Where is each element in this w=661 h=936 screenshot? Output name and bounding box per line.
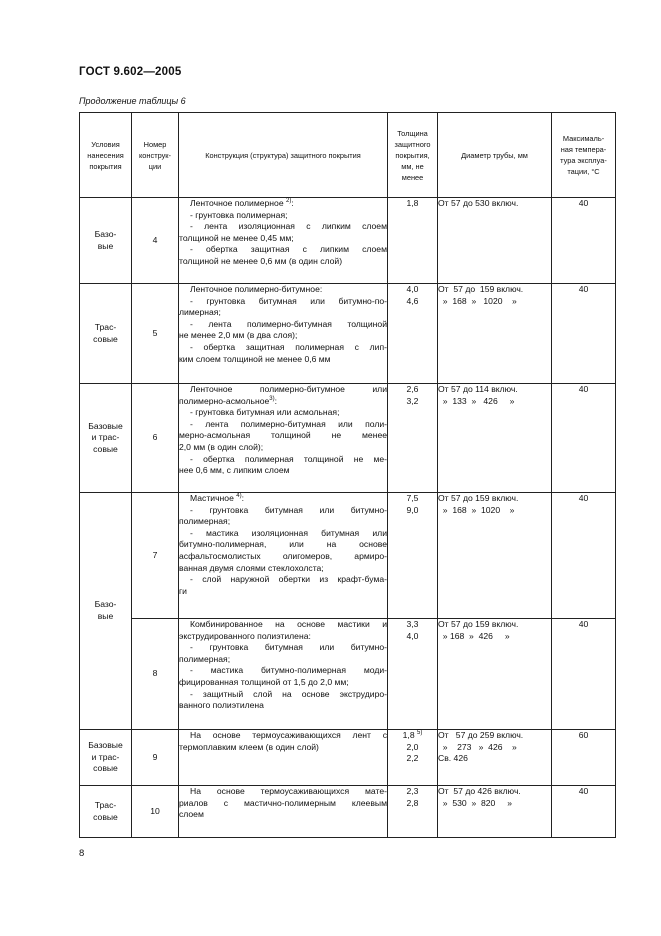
construction-line: нее 0,6 мм, с липким слоем [179, 465, 290, 476]
header-number [132, 113, 179, 198]
page-number: 8 [79, 848, 85, 859]
construction-line: лимерная; [179, 307, 221, 318]
header-line: покрытия [89, 161, 122, 171]
construction-description-cell [179, 284, 388, 384]
construction-line: ги [179, 585, 187, 596]
page-header: ГОСТ 9.602—2005 [79, 66, 182, 78]
pipe-diameter-cell [438, 284, 552, 384]
thickness-value: 2,0 [406, 741, 419, 752]
thickness-value: 3,3 [406, 619, 419, 629]
condition-line: Трас- [94, 321, 117, 332]
construction-number-cell: 8 [132, 619, 179, 730]
diameter-line: От 57 до 259 включ. [438, 730, 524, 740]
construction-line: асфальтосмолистых олигомеров, армиро- [179, 550, 387, 561]
condition-line: вые [97, 611, 114, 621]
application-condition-cell [80, 730, 132, 786]
construction-line: толщиной не менее 0,45 мм; [179, 232, 294, 243]
table-row [80, 786, 616, 838]
construction-line: 2,0 мм (в один слой); [179, 441, 264, 452]
header-line: ная темпера- [560, 145, 607, 154]
coating-thickness-cell [388, 619, 438, 730]
construction-line: - грунтовка битумная или асмольная; [190, 407, 340, 418]
construction-line: - лента изоляционная с липким слоем [190, 221, 387, 232]
table-row [80, 198, 616, 284]
condition-line: Базовые [88, 420, 123, 431]
header-line: Номер [143, 139, 167, 149]
header-line: нанесения [87, 150, 124, 160]
construction-line: - слой наружной обертки из крафт-бума- [190, 574, 387, 585]
construction-line: не менее 2,0 мм (в два слоя); [179, 330, 298, 341]
header-line: тура эксплуа- [560, 156, 607, 165]
construction-line: Мастичное $^{4)}$: [190, 493, 244, 503]
max-temperature-cell: 40 [552, 198, 616, 284]
construction-number-cell: 7 [132, 493, 179, 619]
header-thickness [388, 113, 438, 198]
max-temperature-cell: 40 [552, 619, 616, 730]
diameter-line: » 530 » 820 » [438, 797, 513, 808]
max-temperature-cell: 40 [552, 284, 616, 384]
condition-line: и трас- [91, 751, 120, 762]
thickness-value: 1,8 $^{5)}$ [402, 730, 423, 740]
condition-line: совые [93, 443, 118, 454]
header-line: мм, не [401, 161, 424, 171]
thickness-value: 9,0 [406, 504, 419, 515]
thickness-value: 7,5 [406, 493, 419, 503]
coating-thickness-cell [388, 284, 438, 384]
construction-line: - обертка защитная полимерная с лип- [190, 341, 387, 352]
table-header-row [80, 113, 616, 198]
condition-line: и трас- [91, 432, 120, 443]
header-line: тации, °C [567, 167, 600, 176]
construction-description-cell [179, 619, 388, 730]
construction-number-cell: 6 [132, 384, 179, 493]
construction-line: термоплавким клеем (в один слой) [179, 741, 319, 752]
coating-thickness-cell [388, 384, 438, 493]
condition-line: вые [97, 240, 114, 251]
pipe-diameter-cell [438, 198, 552, 284]
header-line: Диаметр трубы, мм [461, 150, 528, 160]
condition-line: совые [93, 811, 118, 822]
coating-thickness-cell [388, 786, 438, 838]
construction-line: полимерная; [179, 653, 231, 664]
construction-line: слоем [179, 809, 204, 820]
header-line: защитного [394, 139, 431, 149]
construction-line: - обертка полимерная толщиной не ме- [190, 453, 387, 464]
diameter-line: От 57 до 114 включ. [438, 384, 518, 394]
thickness-value: 2,8 [406, 797, 419, 808]
construction-line: - грунтовка битумная или битумно- [190, 642, 387, 653]
construction-number-cell: 4 [132, 198, 179, 284]
condition-line: совые [93, 333, 118, 344]
table-row [80, 493, 616, 619]
application-condition-cell [80, 493, 132, 730]
construction-number-cell: 5 [132, 284, 179, 384]
table-continuation-caption: Продолжение таблицы 6 [79, 96, 186, 106]
construction-line: риалов с мастично-полимерным клеевым [179, 797, 387, 808]
construction-line: - мастика изоляционная битумная или [190, 527, 387, 538]
table-row [80, 384, 616, 493]
diameter-line: От 57 до 159 включ. [438, 619, 519, 629]
construction-line: - защитный слой на основе экструдиро- [190, 688, 387, 699]
application-condition-cell [80, 198, 132, 284]
construction-description-cell [179, 730, 388, 786]
header-condition [80, 113, 132, 198]
construction-line: - грунтовка битумная или битумно-по- [190, 295, 387, 306]
condition-line: совые [93, 763, 118, 774]
construction-line: ванная двумя слоями стеклохолста; [179, 562, 324, 573]
coating-thickness-cell [388, 198, 438, 284]
construction-line: экструдированного полиэтилена: [179, 630, 311, 641]
thickness-value: 3,2 [406, 395, 419, 406]
pipe-diameter-cell [438, 493, 552, 619]
construction-line: Ленточное полимерное $^{2)}$: [190, 198, 294, 208]
condition-line: Базовые [88, 740, 123, 751]
header-construction [179, 113, 388, 198]
construction-line: - лента полимерно-битумная толщиной [190, 318, 387, 329]
construction-line: - лента полимерно-битумная или поли- [190, 418, 387, 429]
max-temperature-cell: 40 [552, 384, 616, 493]
construction-line: Ленточное полимерно-битумное или [190, 384, 387, 394]
construction-number-cell: 9 [132, 730, 179, 786]
construction-line: На основе термоусаживающихся мате- [190, 786, 387, 796]
construction-line: фицированная толщиной от 1,5 до 2,0 мм; [179, 676, 349, 687]
diameter-line: Св. 426 [438, 753, 468, 764]
construction-line: толщиной не менее 0,6 мм (в один слой) [179, 255, 343, 266]
table-row [80, 284, 616, 384]
thickness-value: 1,8 [406, 198, 419, 208]
construction-line: На основе термоусаживающихся лент с [190, 730, 387, 740]
construction-description-cell [179, 493, 388, 619]
application-condition-cell [80, 384, 132, 493]
thickness-value: 2,3 [406, 786, 419, 796]
table-row [80, 619, 616, 730]
diameter-line: От 57 до 530 включ. [438, 198, 519, 208]
max-temperature-cell: 40 [552, 493, 616, 619]
max-temperature-cell: 40 [552, 786, 616, 838]
construction-description-cell [179, 198, 388, 284]
pipe-diameter-cell [438, 786, 552, 838]
construction-line: - обертка защитная с липким слоем [190, 244, 387, 255]
diameter-line: От 57 до 159 включ. [438, 284, 524, 294]
header-line: Условия [91, 139, 120, 149]
thickness-value: 4,0 [406, 630, 419, 641]
construction-line: ким слоем толщиной не менее 0,6 мм [179, 353, 331, 364]
condition-line: Базо- [94, 228, 117, 239]
diameter-line: От 57 до 426 включ. [438, 786, 521, 796]
table-row [80, 730, 616, 786]
construction-line: мерно-асмольная толщиной не менее [179, 430, 387, 441]
diameter-line: » 168 » 1020 » [438, 504, 515, 515]
condition-line: Трас- [94, 799, 117, 810]
construction-line: Комбинированное на основе мастики и [190, 619, 387, 629]
construction-line: полимерно-асмольное$^{3)}$: [179, 395, 278, 406]
header-line: менее [401, 172, 424, 182]
application-condition-cell [80, 786, 132, 838]
condition-line: Базо- [94, 599, 117, 610]
coating-thickness-cell [388, 730, 438, 786]
header-temperature [552, 113, 616, 198]
header-diameter [438, 113, 552, 198]
construction-description-cell [179, 786, 388, 838]
header-line: ции [148, 161, 162, 171]
header-line: Толщина [397, 128, 428, 138]
diameter-line: От 57 до 159 включ. [438, 493, 519, 503]
max-temperature-cell: 60 [552, 730, 616, 786]
thickness-value: 2,2 [406, 753, 419, 764]
construction-description-cell [179, 384, 388, 493]
header-line: конструк- [138, 150, 171, 160]
pipe-diameter-cell [438, 384, 552, 493]
header-line: покрытия, [395, 150, 430, 160]
construction-line: ванного полиэтилена [179, 700, 264, 711]
header-line: Конструкция (структура) защитного покрытия [205, 150, 361, 160]
construction-line: Ленточное полимерно-битумное: [190, 284, 323, 294]
application-condition-cell [80, 284, 132, 384]
construction-number-cell: 10 [132, 786, 179, 838]
diameter-line: » 133 » 426 » [438, 395, 515, 406]
coating-thickness-cell [388, 493, 438, 619]
construction-line: - грунтовка битумная или битумно- [190, 504, 387, 515]
diameter-line: » 168 » 1020 » [438, 295, 517, 306]
thickness-value: 4,6 [406, 295, 419, 306]
thickness-value: 2,6 [406, 384, 419, 394]
thickness-value: 4,0 [406, 284, 419, 294]
diameter-line: » 168 » 426 » [438, 630, 510, 641]
pipe-diameter-cell [438, 619, 552, 730]
construction-line: - грунтовка полимерная; [190, 209, 288, 220]
diameter-line: » 273 » 426 » [438, 741, 517, 752]
pipe-diameter-cell [438, 730, 552, 786]
coating-table [79, 112, 616, 838]
header-line: Максималь- [562, 134, 605, 143]
construction-line: битумно-полимерная, или на основе [179, 539, 387, 550]
construction-line: полимерная; [179, 516, 231, 527]
construction-line: - мастика битумно-полимерная моди- [190, 665, 387, 676]
